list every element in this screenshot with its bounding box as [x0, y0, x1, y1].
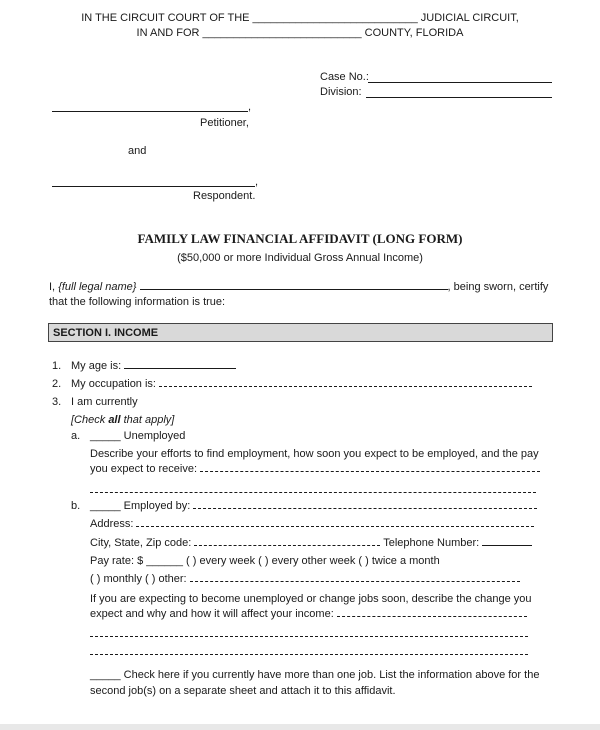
unemployed-checkbox[interactable]: _____ Unemployed	[90, 430, 186, 442]
telephone-field[interactable]	[482, 545, 532, 546]
occupation-field[interactable]	[159, 386, 532, 387]
petitioner-field[interactable]	[52, 111, 248, 112]
option-a-marker: a.	[71, 430, 81, 442]
age-row	[71, 360, 236, 373]
address-field[interactable]	[136, 526, 534, 527]
city-state-zip-label: City, State, Zip code:	[90, 537, 192, 549]
page-bottom-edge	[0, 724, 600, 730]
job-change-field-line-2[interactable]	[90, 636, 528, 637]
pay-monthly-other-options[interactable]: ( ) monthly ( ) other:	[90, 573, 187, 585]
age-field[interactable]	[124, 368, 236, 369]
job-change-field[interactable]	[337, 616, 527, 617]
oath-name-hint: {full legal name}	[58, 281, 137, 293]
more-than-one-job-checkbox[interactable]: _____ Check here if you currently have more than one job. List the information above for the	[90, 669, 540, 681]
expect-receive-label: you expect to receive:	[90, 463, 198, 475]
describe-efforts-text: Describe your efforts to find employment, how soon you expect to be employed, and the pay	[90, 448, 539, 460]
currently-label: I am currently	[71, 396, 138, 408]
oath-line-1	[49, 281, 548, 294]
second-job-text: second job(s) on a separate sheet and attach it to this affidavit.	[90, 685, 396, 697]
section-1-heading: SECTION I. INCOME	[53, 327, 159, 339]
section-1-header	[48, 323, 553, 342]
expect-receive-row	[90, 463, 540, 476]
respondent-label: Respondent.	[193, 190, 256, 202]
respondent-field[interactable]	[52, 186, 255, 187]
petitioner-comma: ,	[248, 101, 252, 113]
pay-rate-row[interactable]: Pay rate: $ ______ ( ) every week ( ) every other week ( ) twice a month	[90, 555, 440, 567]
check-prefix: [Check	[71, 414, 106, 426]
city-row	[90, 537, 532, 550]
check-all-instruction	[71, 414, 174, 427]
city-state-zip-field[interactable]	[194, 545, 380, 546]
full-legal-name-field[interactable]	[140, 289, 448, 290]
address-row	[90, 518, 534, 531]
pay-other-field[interactable]	[190, 581, 520, 582]
expected-pay-field[interactable]	[200, 471, 540, 472]
expect-affect-label: expect and why and how it will affect your income:	[90, 608, 334, 620]
form-subtitle: ($50,000 or more Individual Gross Annual Income)	[177, 252, 423, 264]
form-title: FAMILY LAW FINANCIAL AFFIDAVIT (LONG FORM)	[137, 231, 463, 246]
employed-by-checkbox[interactable]: _____ Employed by:	[90, 500, 191, 512]
oath-prefix: I,	[49, 281, 56, 293]
occupation-row	[71, 378, 532, 391]
employed-by-row	[90, 500, 537, 513]
job-change-field-line-3[interactable]	[90, 654, 528, 655]
and-label: and	[128, 145, 147, 157]
petitioner-label: Petitioner,	[200, 117, 249, 129]
respondent-comma: ,	[255, 176, 259, 188]
employer-field[interactable]	[193, 508, 537, 509]
item-1-number: 1.	[52, 360, 62, 372]
item-2-number: 2.	[52, 378, 62, 390]
division-field[interactable]	[366, 97, 552, 98]
age-label: My age is:	[71, 360, 122, 372]
expect-affect-row	[90, 608, 527, 621]
telephone-label: Telephone Number:	[383, 537, 480, 549]
address-label: Address:	[90, 518, 134, 530]
case-no-label: Case No.:	[320, 71, 369, 83]
expecting-change-text: If you are expecting to become unemployed or change jobs soon, describe the change you	[90, 593, 532, 605]
division-label: Division:	[320, 86, 362, 98]
court-header-line-2: IN AND FOR __________________________ COUNTY, FLORIDA	[136, 27, 464, 39]
option-b-marker: b.	[71, 500, 81, 512]
item-3-number: 3.	[52, 396, 62, 408]
case-no-field[interactable]	[368, 82, 552, 83]
check-all-emphasis: all	[108, 414, 121, 426]
court-header-line-1: IN THE CIRCUIT COURT OF THE ___________________________ JUDICIAL CIRCUIT,	[81, 12, 519, 24]
check-suffix: that apply]	[123, 414, 175, 426]
pay-other-row	[90, 573, 520, 586]
occupation-label: My occupation is:	[71, 378, 156, 390]
expected-pay-field-line-2[interactable]	[90, 492, 536, 493]
oath-suffix: , being sworn, certify	[447, 281, 549, 293]
oath-line-2: that the following information is true:	[49, 296, 226, 308]
